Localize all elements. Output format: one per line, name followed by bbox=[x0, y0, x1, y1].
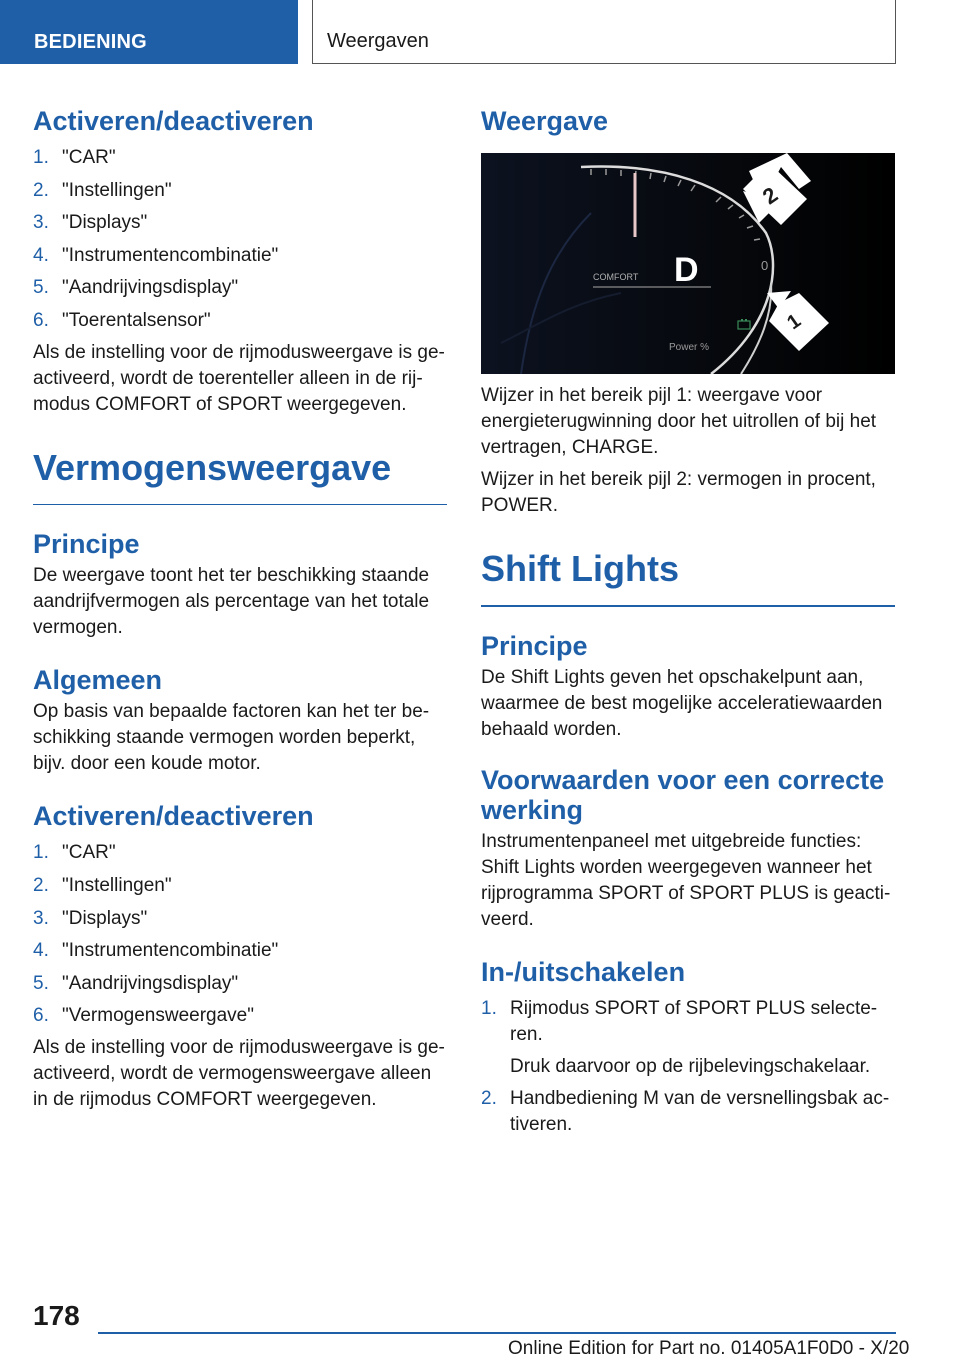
step-subtext: Druk daarvoor op de rijbelevingschakelaar. bbox=[510, 1055, 871, 1077]
power-label: Power % bbox=[669, 342, 710, 353]
principle-title: Principe bbox=[481, 630, 588, 661]
on-off-title: In-/uitschakelen bbox=[481, 956, 686, 987]
principle-text: De weergave toont het ter beschikking staande aandrijfvermogen als percentage van het totale vermogen. bbox=[33, 565, 430, 639]
gear-indicator: D bbox=[674, 251, 699, 289]
list-item bbox=[33, 873, 447, 899]
power-display-title: Vermogensweergave bbox=[33, 446, 392, 488]
arrow-2-number: 2 bbox=[757, 181, 783, 210]
step-text: "Displays" bbox=[62, 907, 148, 929]
step-text: "Aandrijvingsdisplay" bbox=[62, 972, 239, 994]
step-text: "Displays" bbox=[62, 212, 148, 234]
list-item bbox=[33, 308, 447, 334]
step-number: 2. bbox=[33, 875, 49, 897]
display-title: Weergave bbox=[481, 106, 609, 136]
activate-steps-2 bbox=[33, 840, 447, 1029]
list-item bbox=[33, 210, 447, 236]
step-text: "Aandrijvingsdisplay" bbox=[62, 277, 239, 299]
list-item bbox=[33, 971, 447, 997]
right-column bbox=[481, 100, 895, 1145]
footer-rule bbox=[98, 1332, 896, 1334]
step-number: 1. bbox=[33, 147, 49, 168]
list-item bbox=[33, 1003, 447, 1029]
step-text: "CAR" bbox=[62, 842, 116, 864]
section-rule bbox=[481, 605, 895, 607]
list-item bbox=[33, 840, 447, 866]
header-section: BEDIENING bbox=[0, 0, 298, 64]
step-number: 4. bbox=[33, 940, 49, 962]
step-number: 3. bbox=[33, 212, 49, 234]
step-number: 1. bbox=[481, 997, 497, 1019]
step-number: 6. bbox=[33, 1005, 49, 1027]
step-text: "Instellingen" bbox=[62, 875, 172, 897]
step-text: Rijmodus SPORT of SPORT PLUS selecteren. bbox=[510, 997, 878, 1045]
step-number: 2. bbox=[33, 179, 49, 201]
list-item bbox=[33, 243, 447, 269]
left-column bbox=[33, 100, 447, 1113]
activate-steps-1 bbox=[33, 145, 447, 334]
step-number: 2. bbox=[481, 1088, 497, 1110]
general-text: Op basis van bepaalde factoren kan het ter beschikking staande vermogen worden beperkt, bijv. door een koude motor. bbox=[33, 701, 430, 775]
activate-note-1: Als de instelling voor de rijmodusweergave is geactiveerd, wordt de toerenteller alleen in de rijmodus COMFORT of SPORT weergegeven. bbox=[33, 341, 445, 415]
header-chapter: Weergaven bbox=[312, 0, 896, 64]
step-number: 1. bbox=[33, 842, 49, 864]
list-item bbox=[33, 906, 447, 932]
step-text: Handbediening M van de versnellingsbak activeren. bbox=[510, 1088, 890, 1136]
activate-title-1: Activeren/deactiveren bbox=[33, 106, 314, 136]
step-text: "Instrumentencombinatie" bbox=[62, 244, 279, 266]
step-text: "Instrumentencombinatie" bbox=[62, 940, 279, 962]
list-item bbox=[481, 1086, 895, 1138]
list-item bbox=[33, 178, 447, 204]
list-item bbox=[33, 275, 447, 301]
step-number: 5. bbox=[33, 972, 49, 994]
mode-label: COMFORT bbox=[593, 272, 639, 282]
display-text-1: Wijzer in het bereik pijl 1: weergave voor energieterugwinning door het uitrollen of bij het vertragen, CHARGE. bbox=[481, 385, 877, 458]
step-text: "Instellingen" bbox=[62, 179, 172, 201]
principle-text: De Shift Lights geven het opschakelpunt aan, waarmee de best mogelijke acceleratiewaarden behaald worden. bbox=[481, 666, 883, 740]
instrument-cluster-image bbox=[481, 153, 895, 374]
step-number: 5. bbox=[33, 277, 49, 299]
display-text-2: Wijzer in het bereik pijl 2: vermogen in procent, POWER. bbox=[481, 469, 876, 516]
step-number: 3. bbox=[33, 907, 49, 929]
step-text: "Toerentalsensor" bbox=[62, 309, 211, 331]
step-number: 4. bbox=[33, 244, 49, 266]
list-item bbox=[33, 145, 447, 171]
section-rule bbox=[33, 504, 447, 506]
conditions-text: Instrumentenpaneel met uitgebreide functies: Shift Lights worden weergegeven wanneer het rijprogramma SPORT of SPORT PLUS is geactiveerd. bbox=[481, 830, 891, 930]
conditions-title: Voorwaarden voor een correcte werking bbox=[481, 764, 885, 825]
arrow-1-number: 1 bbox=[783, 309, 806, 335]
activate-note-2: Als de instelling voor de rijmodusweergave is geactiveerd, wordt de vermogensweergave alleen in de rijmodus COMFORT weergegeven. bbox=[33, 1037, 445, 1111]
on-off-steps bbox=[481, 996, 895, 1139]
step-number: 6. bbox=[33, 309, 49, 331]
page-number: 178 bbox=[33, 1300, 80, 1331]
step-text: "Vermogensweergave" bbox=[62, 1005, 254, 1027]
principle-title: Principe bbox=[33, 529, 140, 560]
list-item bbox=[33, 938, 447, 964]
shift-lights-title: Shift Lights bbox=[481, 548, 679, 589]
activate-title-2: Activeren/deactiveren bbox=[33, 801, 314, 832]
step-text: "CAR" bbox=[62, 147, 116, 168]
general-title: Algemeen bbox=[33, 665, 163, 696]
zero-label: 0 bbox=[761, 258, 769, 273]
list-item bbox=[481, 996, 895, 1080]
footer-edition: Online Edition for Part no. 01405A1F0D0 - X/20 bbox=[508, 1338, 910, 1359]
